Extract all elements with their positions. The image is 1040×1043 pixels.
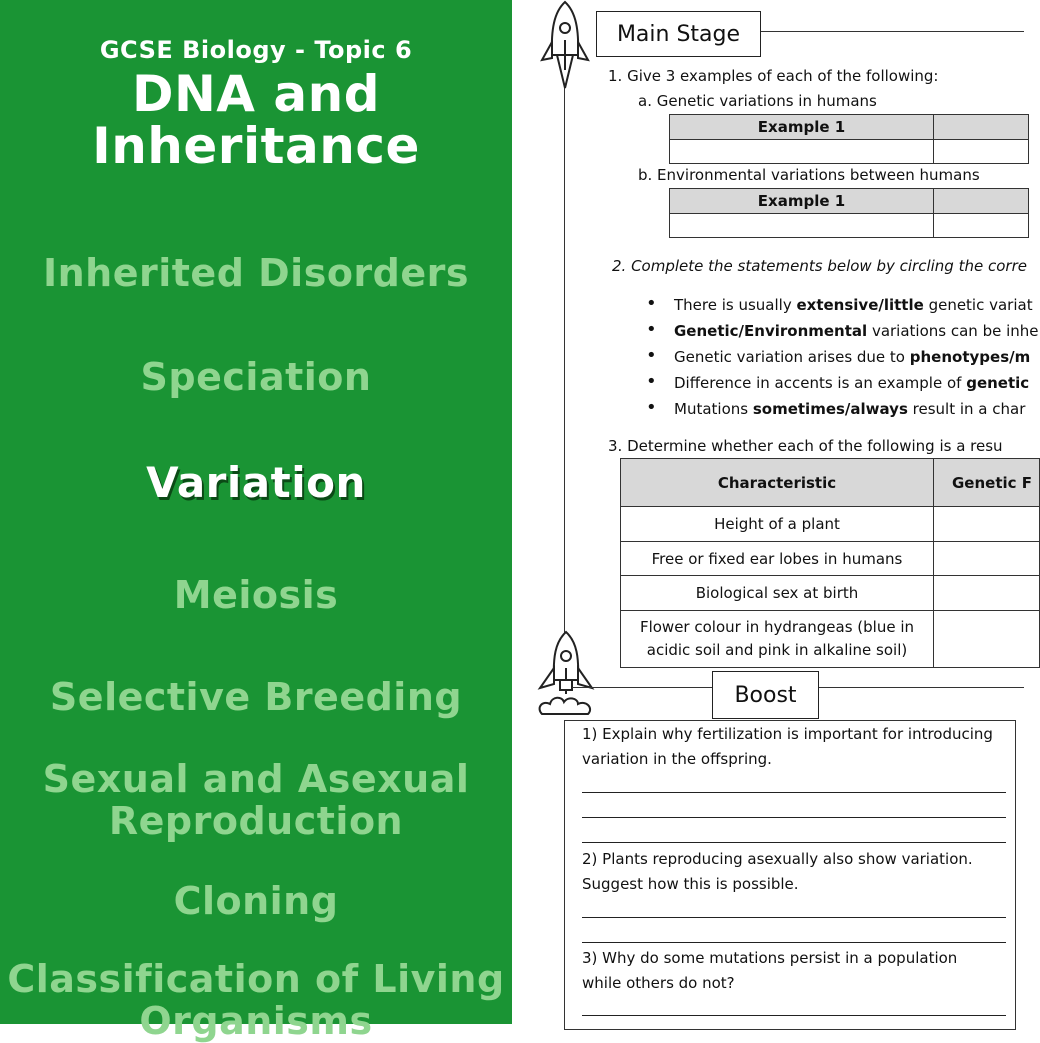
q1a-label: a. Genetic variations in humans: [638, 92, 877, 110]
q1-prompt: 1. Give 3 examples of each of the following:: [608, 67, 939, 85]
unit-title-line2: Inheritance: [92, 117, 420, 175]
q2-statement: • Genetic/Environmental variations can be inhe: [674, 322, 1039, 340]
rocket-launch-icon: [530, 628, 602, 728]
unit-title-line1: DNA and: [131, 65, 381, 123]
q3-header-genetic: Genetic F: [934, 459, 1040, 507]
q3-header-characteristic: Characteristic: [621, 459, 934, 507]
q2-statement: • Mutations sometimes/always result in a char: [674, 400, 1025, 418]
course-subtitle: GCSE Biology - Topic 6: [99, 36, 413, 64]
boost-heading: Boost: [712, 671, 819, 719]
q3-row-label: Flower colour in hydrangeas (blue in acidic soil and pink in alkaline soil): [621, 611, 934, 668]
topic-variation[interactable]: Variation: [146, 458, 366, 507]
topic-panel: [0, 0, 512, 1043]
q2-statement: • Genetic variation arises due to phenotypes/m: [674, 348, 1030, 366]
topic-selective-breeding[interactable]: Selective Breeding: [49, 675, 463, 719]
q3-row-label: Free or fixed ear lobes in humans: [621, 542, 934, 576]
worksheet: [512, 0, 1039, 1024]
q3-row-label: Biological sex at birth: [621, 576, 934, 611]
topic-cloning[interactable]: Cloning: [173, 879, 339, 923]
topic-inherited-disorders[interactable]: Inherited Disorders: [42, 251, 469, 295]
q2-statement: • Difference in accents is an example of genetic: [674, 374, 1029, 392]
answer-line[interactable]: [582, 842, 1006, 843]
main-stage-rule: [760, 31, 1024, 32]
main-stage-heading: Main Stage: [596, 11, 761, 57]
q3-table: [620, 458, 1040, 668]
answer-line[interactable]: [582, 792, 1006, 793]
q3-row-label: Height of a plant: [621, 507, 934, 542]
q1b-label: b. Environmental variations between humans: [638, 166, 980, 184]
q1b-answer-cell[interactable]: [670, 214, 934, 238]
topic-reproduction-line1[interactable]: Sexual and Asexual: [42, 757, 470, 801]
answer-line[interactable]: [582, 942, 1006, 943]
q1a-table: [669, 114, 1029, 164]
timeline-line: [564, 88, 565, 673]
topic-classification-line2[interactable]: Organisms: [139, 999, 373, 1043]
q2-statement: • There is usually extensive/little genetic variat: [674, 296, 1033, 314]
boost-q3-line2: while others do not?: [582, 974, 735, 992]
q2-prompt: 2. Complete the statements below by circling the corre: [612, 257, 1027, 275]
answer-line[interactable]: [582, 917, 1006, 918]
answer-line[interactable]: [582, 817, 1006, 818]
q1a-answer-cell[interactable]: [670, 140, 934, 164]
topic-classification-line1[interactable]: Classification of Living: [7, 957, 505, 1001]
topic-speciation[interactable]: Speciation: [140, 355, 372, 399]
answer-line[interactable]: [582, 1015, 1006, 1016]
topic-meiosis[interactable]: Meiosis: [173, 573, 339, 617]
boost-q1-line2: variation in the offspring.: [582, 750, 772, 768]
boost-q2-line2: Suggest how this is possible.: [582, 875, 799, 893]
boost-q3-line1: 3) Why do some mutations persist in a population: [582, 949, 958, 967]
rocket-icon: [538, 0, 592, 92]
q1a-header: Example 1: [670, 115, 934, 140]
boost-q1-line1: 1) Explain why fertilization is important for introducing: [582, 725, 993, 743]
boost-q2-line1: 2) Plants reproducing asexually also show variation.: [582, 850, 973, 868]
q1b-table: [669, 188, 1029, 238]
q1b-header: Example 1: [670, 189, 934, 214]
topic-reproduction-line2[interactable]: Reproduction: [108, 799, 404, 843]
q3-prompt: 3. Determine whether each of the following is a resu: [608, 437, 1003, 455]
